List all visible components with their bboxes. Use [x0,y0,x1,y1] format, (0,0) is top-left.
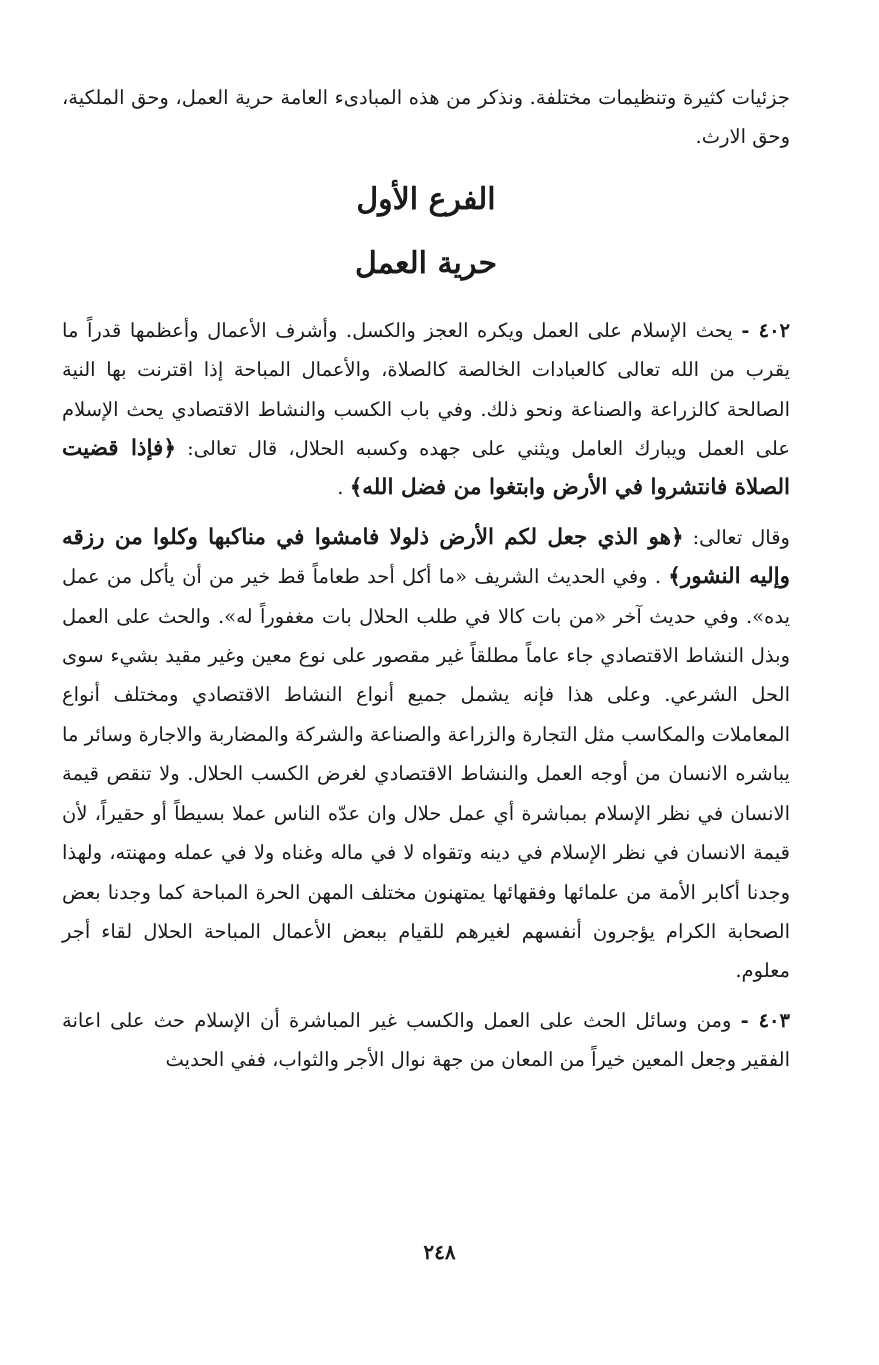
paragraph-number: ٤٠٢ - [741,318,791,342]
paragraph-second [62,518,790,991]
section-heading: الفرع الأول [356,181,496,217]
paragraph-text: يحث الإسلام على العمل ويكره العجز والكسل. وأشرف الأعمال وأعظمها قدراً ما يقرب من الله تعالى كالعبادات الخالصة كالصلاة، والأعمال المباحة إذا اقترنت بها النية الصالحة كالزراعة والصناعة ونحو ذلك. وفي باب الكسب والنشاط الاقتصادي يحث الإسلام على العمل ويبارك العامل ويثني على جهده وكسبه الحلال، قال تعالى: [62,318,790,461]
paragraph-lead: وقال تعالى: [692,525,790,549]
quran-verse: ﴿فإذا قضيت الصلاة فانتشروا في الأرض وابتغوا من فضل الله﴾ [62,436,790,501]
paragraph-text: ومن وسائل الحث على العمل والكسب غير المباشرة أن الإسلام حث على اعانة الفقير وجعل المعين خيراً من المعان من جهة نوال الأجر والثواب، ففي الحديث [62,1008,790,1072]
paragraph-end: . [337,476,344,500]
paragraph-number: ٤٠٣ - [740,1008,790,1032]
book-page [62,78,790,1080]
paragraph-402 [62,311,790,508]
quran-verse: ﴿هو الذي جعل لكم الأرض ذلولا فامشوا في مناكبها وكلوا من رزقه وإليه النشور﴾ [62,524,791,590]
intro-paragraph: جزئيات كثيرة وتنظيمات مختلفة. ونذكر من هذه المبادىء العامة حرية العمل، وحق الملكية، وحق الارث. [62,86,790,149]
page-number: ٢٤٨ [423,1240,456,1264]
paragraph-text: . وفي الحديث الشريف «ما أكل أحد طعاماً قط خير من أن يأكل من عمل يده». وفي حديث آخر «من بات كالا في طلب الحلال بات مغفوراً له». والحث على العمل وبذل النشاط الاقتصادي جاء عاماً مطلقاً غير مقصور على نوع معين وغير مقيد بشيء سوى الحل الشرعي. وعلى هذا فإنه يشمل جميع أنواع النشاط الاقتصادي ومختلف أنواع المعاملات والمكاسب مثل التجارة والزراعة والصناعة والشركة والمضاربة والاجارة وسائر ما يباشره الانسان من أوجه العمل والنشاط الاقتصادي لغرض الكسب الحلال. ولا تنقص قيمة الانسان في نظر الإسلام بمباشرة أي عمل حلال وان عدّه الناس عملا بسيطاً أو حقيراً، لأن قيمة الانسان في نظر الإسلام في دينه وتقواه لا في ماله وغناه ولا في عمله ومهنته، ولهذا وجدنا أكابر الأمة من علمائها وفقهائها يمتهنون مختلف المهن الحرة المباحة كما وجدنا بعض الصحابة الكرام يؤجرون أنفسهم لغيرهم للقيام ببعض الأعمال المباحة الحلال لقاء أجر معلوم. [62,565,790,983]
paragraph-403 [62,1001,790,1080]
section-subheading: حرية العمل [355,245,497,281]
